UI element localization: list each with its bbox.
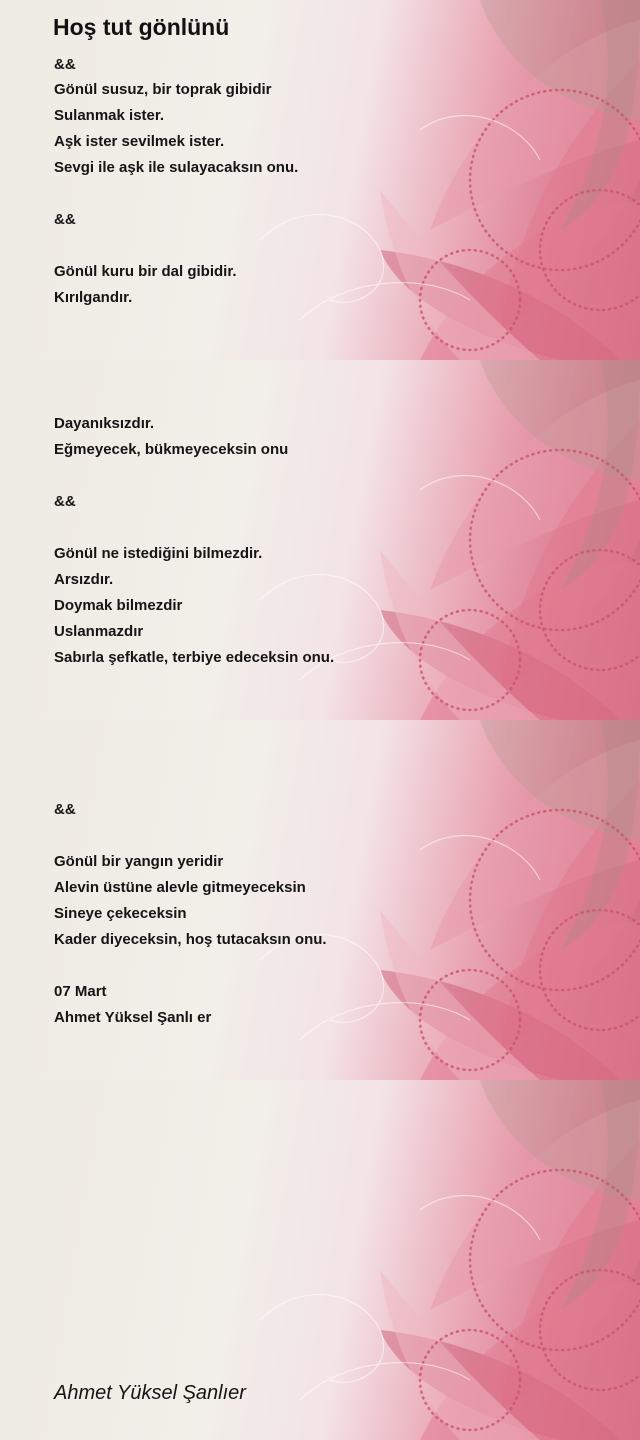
poem-line: Kırılgandır.: [54, 289, 133, 306]
poem-line: Gönül bir yangın yeridir: [54, 853, 224, 870]
poem-line: Gönül ne istediğini bilmezdir.: [54, 545, 263, 562]
poem-line: Alevin üstüne alevle gitmeyeceksin: [54, 879, 306, 896]
poem-line: Doymak bilmezdir: [54, 597, 183, 614]
swirl-line: [260, 1295, 384, 1383]
poem-line: &&: [54, 211, 76, 228]
poem-line: Eğmeyecek, bükmeyeceksin onu: [54, 441, 289, 458]
author-signature: Ahmet Yüksel Şanlıer: [54, 1382, 246, 1404]
poem-title: Hoş tut gönlünü: [53, 14, 230, 40]
poem-line: Arsızdır.: [54, 571, 114, 588]
poem-line: Dayanıksızdır.: [54, 415, 155, 432]
poem-line: Sulanmak ister.: [54, 107, 165, 124]
poem-line: Uslanmazdır: [54, 623, 144, 640]
poem-line: Kader diyeceksin, hoş tutacaksın onu.: [54, 931, 327, 948]
poem-line: &&: [54, 56, 76, 73]
poem-line: &&: [54, 801, 76, 818]
poem-line: Sabırla şefkatle, terbiye edeceksin onu.: [54, 649, 335, 666]
swirl-line: [260, 215, 384, 303]
poem-date: 07 Mart: [54, 983, 107, 1000]
poem-line: Gönül kuru bir dal gibidir.: [54, 263, 237, 280]
poem-line: Sevgi ile aşk ile sulayacaksın onu.: [54, 159, 299, 176]
poem-line: &&: [54, 493, 76, 510]
poem-line: Gönül susuz, bir toprak gibidir: [54, 81, 272, 98]
poem-line: Sineye çekeceksin: [54, 905, 187, 922]
poem-line: Aşk ister sevilmek ister.: [54, 133, 225, 150]
poem-author-line: Ahmet Yüksel Şanlı er: [54, 1009, 212, 1026]
